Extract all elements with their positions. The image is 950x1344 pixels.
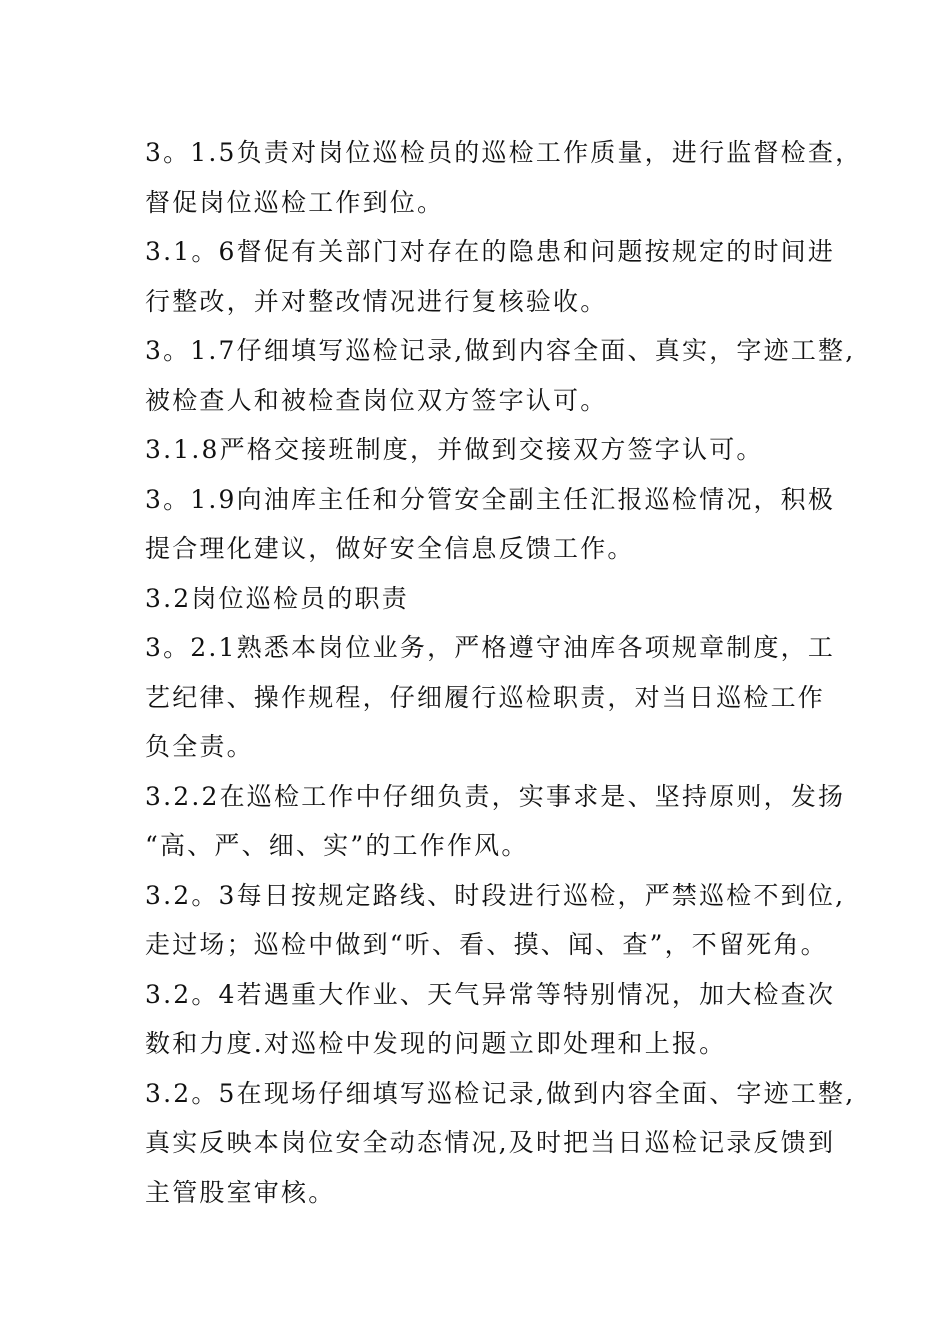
paragraph-3-2-2 <box>145 772 846 871</box>
text-line: 督促岗位巡检工作到位。 <box>145 187 445 217</box>
text-line: 提合理化建议，做好安全信息反馈工作。 <box>145 534 635 563</box>
text-line: 3.1.8严格交接班制度，并做到交接双方签字认可。 <box>145 435 764 464</box>
section-heading-3-2 <box>145 574 825 624</box>
text-line: 3。1.7仔细填写巡检记录,做到内容全面、真实，字迹工整, <box>145 336 856 365</box>
paragraph-3-2-1 <box>145 623 836 772</box>
text-line: “高、严、细、实”的工作作风。 <box>145 831 529 860</box>
paragraph-3-1-8 <box>145 425 825 475</box>
text-line: 主管股室审核。 <box>145 1177 336 1207</box>
text-line: 3.1。6督促有关部门对存在的隐患和问题按规定的时间进 <box>145 237 836 266</box>
text-line: 艺纪律、操作规程，仔细履行巡检职责，对当日巡检工作 <box>145 682 826 712</box>
document-body <box>145 128 863 1217</box>
paragraph-3-2-5 <box>145 1069 856 1218</box>
paragraph-3-2-4 <box>145 970 836 1069</box>
paragraph-3-1-9 <box>145 475 836 574</box>
text-line: 3.2.2在巡检工作中仔细负责，实事求是、坚持原则，发扬 <box>145 781 846 811</box>
paragraph-3-2-3 <box>145 871 846 970</box>
text-line: 真实反映本岗位安全动态情况,及时把当日巡检记录反馈到 <box>145 1128 836 1157</box>
text-line: 走过场；巡检中做到“听、看、摸、闻、查”，不留死角。 <box>145 930 828 959</box>
text-line: 数和力度.对巡检中发现的问题立即处理和上报。 <box>145 1029 727 1058</box>
text-line: 3.2。3每日按规定路线、时段进行巡检，严禁巡检不到位, <box>145 880 846 910</box>
section-heading: 3.2岗位巡检员的职责 <box>145 583 409 613</box>
text-line: 3。1.5负责对岗位巡检员的巡检工作质量，进行监督检查， <box>145 138 863 167</box>
paragraph-3-1-5 <box>145 128 863 227</box>
text-line: 3。1.9向油库主任和分管安全副主任汇报巡检情况，积极 <box>145 484 836 514</box>
text-line: 被检查人和被检查岗位双方签字认可。 <box>145 385 608 415</box>
paragraph-3-1-7 <box>145 326 856 425</box>
text-line: 3.2。4若遇重大作业、天气异常等特别情况，加大检查次 <box>145 979 836 1009</box>
text-line: 行整改，并对整改情况进行复核验收。 <box>145 286 608 316</box>
text-line: 3.2。5在现场仔细填写巡检记录,做到内容全面、字迹工整, <box>145 1078 856 1108</box>
paragraph-3-1-6 <box>145 227 836 326</box>
text-line: 负全责。 <box>145 732 254 761</box>
text-line: 3。2.1熟悉本岗位业务，严格遵守油库各项规章制度，工 <box>145 633 836 662</box>
